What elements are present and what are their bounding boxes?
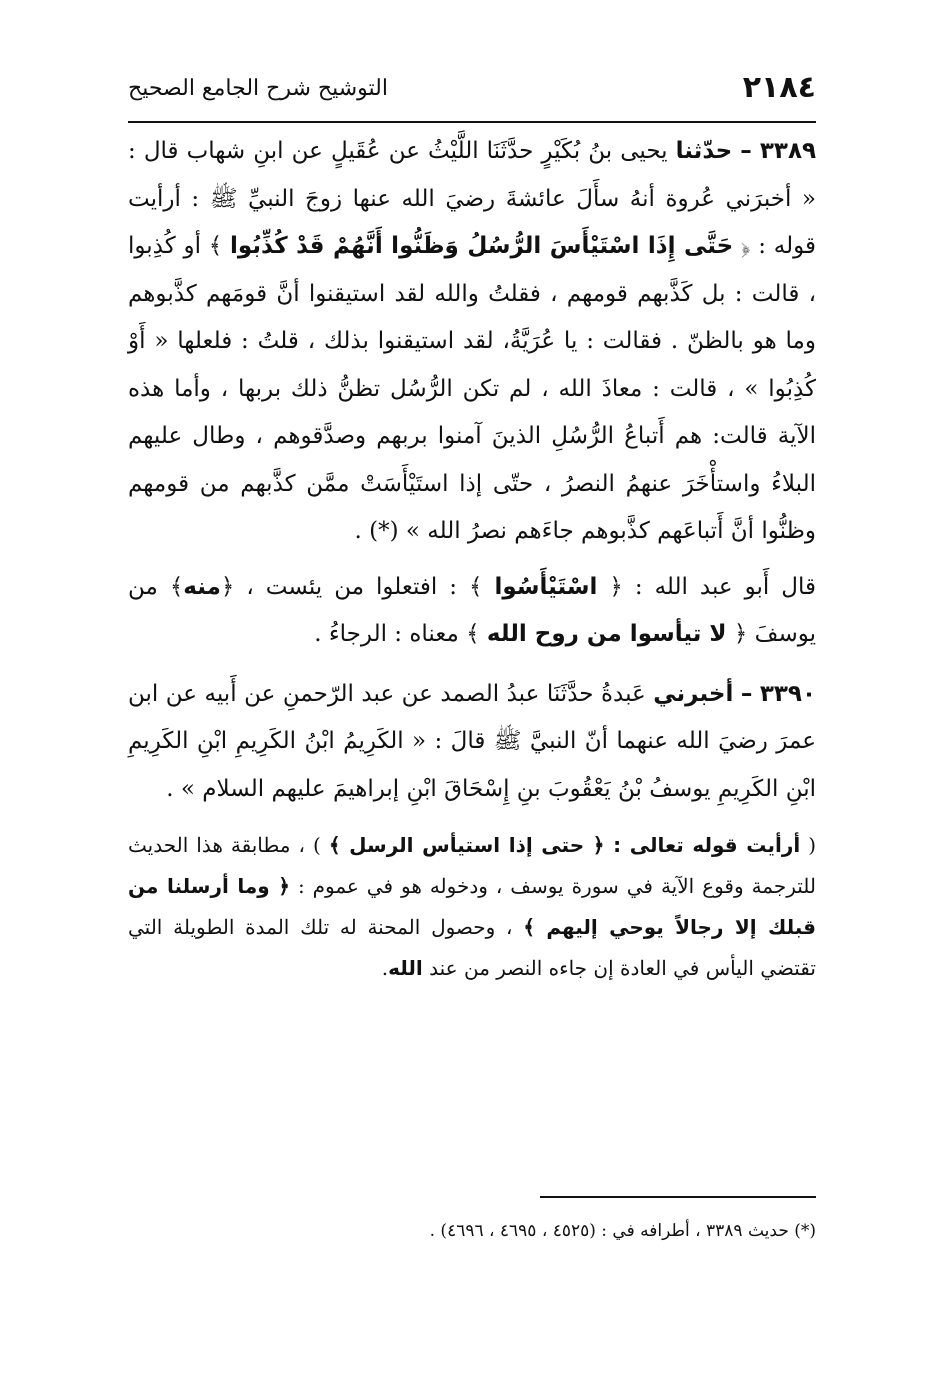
quran-verse: لا تيأسوا من روح الله xyxy=(486,621,727,647)
footnote-rule xyxy=(540,1196,816,1198)
hadith-number: ٣٣٩٠ xyxy=(759,680,816,707)
quran-word: اسْتَيْأَسُوا xyxy=(494,573,598,600)
header-rule xyxy=(128,121,816,123)
hadith-3390: ٣٣٩٠ – أخبرني عَبدةُ حدَّثَنَا عبدُ الصمد عن عبد الرّحمنِ عن أَبيه عن ابن عمرَ رضيَ الله عنهما أنّ النبيَّ ﷺ قالَ : « الكَرِيمُ ابْنُ الكَرِيمِ ابْنِ الكَرِيمِ ابْنِ الكَرِيمِ يوسفُ بْنُ يَعْقُوبَ بنِ إِسْحَاقَ ابْنِ إبراهيمَ عليهم السلام » . xyxy=(128,680,816,802)
main-text xyxy=(128,128,816,989)
hadith-text: عَبدةُ حدَّثَنَا عبدُ الصمد عن عبد الرّحمنِ عن أَبيه عن ابن عمرَ رضيَ الله عنهما أنّ النبيَّ ﷺ قالَ : « الكَرِيمُ ابْنُ الكَرِيمِ ابْنِ الكَرِيمِ ابْنِ الكَرِيمِ يوسفُ بْنُ يَعْقُوبَ بنِ إِسْحَاقَ ابْنِ إبراهيمَ عليهم السلام » . xyxy=(128,680,816,802)
quran-verse: حَتَّى إِذَا اسْتَيْأَسَ الرُّسُلُ وَظَنُّوا أَنَّهُمْ قَدْ كُذِّبُوا xyxy=(230,233,734,259)
commentary: ( أرأيت قوله تعالى : ﴿ حتى إذا استيأس الرسل ﴾ ) ، مطابقة هذا الحديث للترجمة وقوع الآية في سورة يوسف ، ودخوله هو في عموم : ﴿ وما أرسلنا من قبلك إلا رجالاً يوحي إليهم ﴾ ، وحصول المحنة له تلك المدة الطويلة التي تقتضي اليأس في العادة إن جاءه النصر من عند الله. xyxy=(128,833,817,980)
hadith-text: ﴾ أو كُذِبوا ، قالت : بل كَذَّبهم قومهم ، فقلتُ والله لقد استيقنوا أنَّ قومَهم كذَّبوهم وما هو بالظنّ . فقالت : يا عُرَيَّةُ، لقد استيقنوا بذلك ، قلتُ : فلعلها « أَوْ كُذِبُوا » ، قالت : معاذَ الله ، لم تكن الرُّسُل تظنُّ ذلك بربها ، وأما هذه الآية قالت: هم أَتباعُ الرُّسُلِ الذينَ آمنوا بربهم وصدَّقوهم ، وطال عليهم البلاءُ واستأْخَرَ عنهمُ النصرُ ، حتّى إذا استَيْأَسَتْ ممَّن كذَّبهم من قومهم وظنُّوا أنَّ أَتباعَهم كذَّبوهم جاءَهم نصرُ الله » (*) . xyxy=(128,233,816,544)
page-header xyxy=(128,70,816,116)
commentary-verse: ﴿ وما أرسلنا من قبلك إلا رجالاً يوحي إليهم ﴾ xyxy=(128,874,816,939)
footnote: (*) حديث ٣٣٨٩ ، أطرافه في : (٤٥٢٥ ، ٤٦٩٥ ، ٤٦٩٦) . xyxy=(429,1221,816,1241)
page-number: ٢١٨٤ xyxy=(742,70,816,105)
hadith-lead: أخبرني xyxy=(653,680,734,707)
commentary-quote: أرأيت قوله تعالى : ﴿ حتى إذا استيأس الرسل ﴾ xyxy=(328,833,801,857)
running-title: التوشيح شرح الجامع الصحيح xyxy=(128,76,388,101)
hadith-number: ٣٣٨٩ xyxy=(759,138,817,164)
hadith-3389: ٣٣٨٩ – حدّثنا يحيى بنُ بُكَيْرٍ حدَّثَنَا اللَّيْثُ عن عُقَيلٍ عن ابنِ شهاب قال : « أخبرَني عُروة أنهُ سأَلَ عائشةَ رضيَ الله عنها زوجَ النبيِّ ﷺ : أرأيت قوله : ﴿ حَتَّى إِذَا اسْتَيْأَسَ الرُّسُلُ وَظَنُّوا أَنَّهُمْ قَدْ كُذِّبُوا ﴾ أو كُذِبوا ، قالت : بل كَذَّبهم قومهم ، فقلتُ والله لقد استيقنوا أنَّ قومَهم كذَّبوهم وما هو بالظنّ . فقالت : يا عُرَيَّةُ، لقد استيقنوا بذلك ، قلتُ : فلعلها « أَوْ كُذِبُوا » ، قالت : معاذَ الله ، لم تكن الرُّسُل تظنُّ ذلك بربها ، وأما هذه الآية قالت: هم أَتباعُ الرُّسُلِ الذينَ آمنوا بربهم وصدَّقوهم ، وطال عليهم البلاءُ واستأْخَرَ عنهمُ النصرُ ، حتّى إذا استَيْأَسَتْ ممَّن كذَّبهم من قومهم وظنُّوا أنَّ أَتباعَهم كذَّبوهم جاءَهم نصرُ الله » (*) . xyxy=(128,138,817,544)
hadith-lead: حدّثنا xyxy=(675,138,733,164)
abu-abdullah-note: قال أَبو عبد الله : ﴿ اسْتَيْأَسُوا ﴾ : افتعلوا من يئست ، ﴿منه﴾ من يوسفَ ﴿ لا تيأسوا من روح الله ﴾ معناه : الرجاءُ . xyxy=(128,573,817,647)
hadith-intro: يحيى بنُ بُكَيْرٍ حدَّثَنَا اللَّيْثُ عن عُقَيلٍ عن ابنِ شهاب قال : « أخبرَني عُروة أنهُ سأَلَ عائشةَ رضيَ الله عنها زوجَ النبيِّ ﷺ : أرأيت قوله : ﴿ xyxy=(128,138,817,259)
quran-word: منه xyxy=(183,573,221,600)
